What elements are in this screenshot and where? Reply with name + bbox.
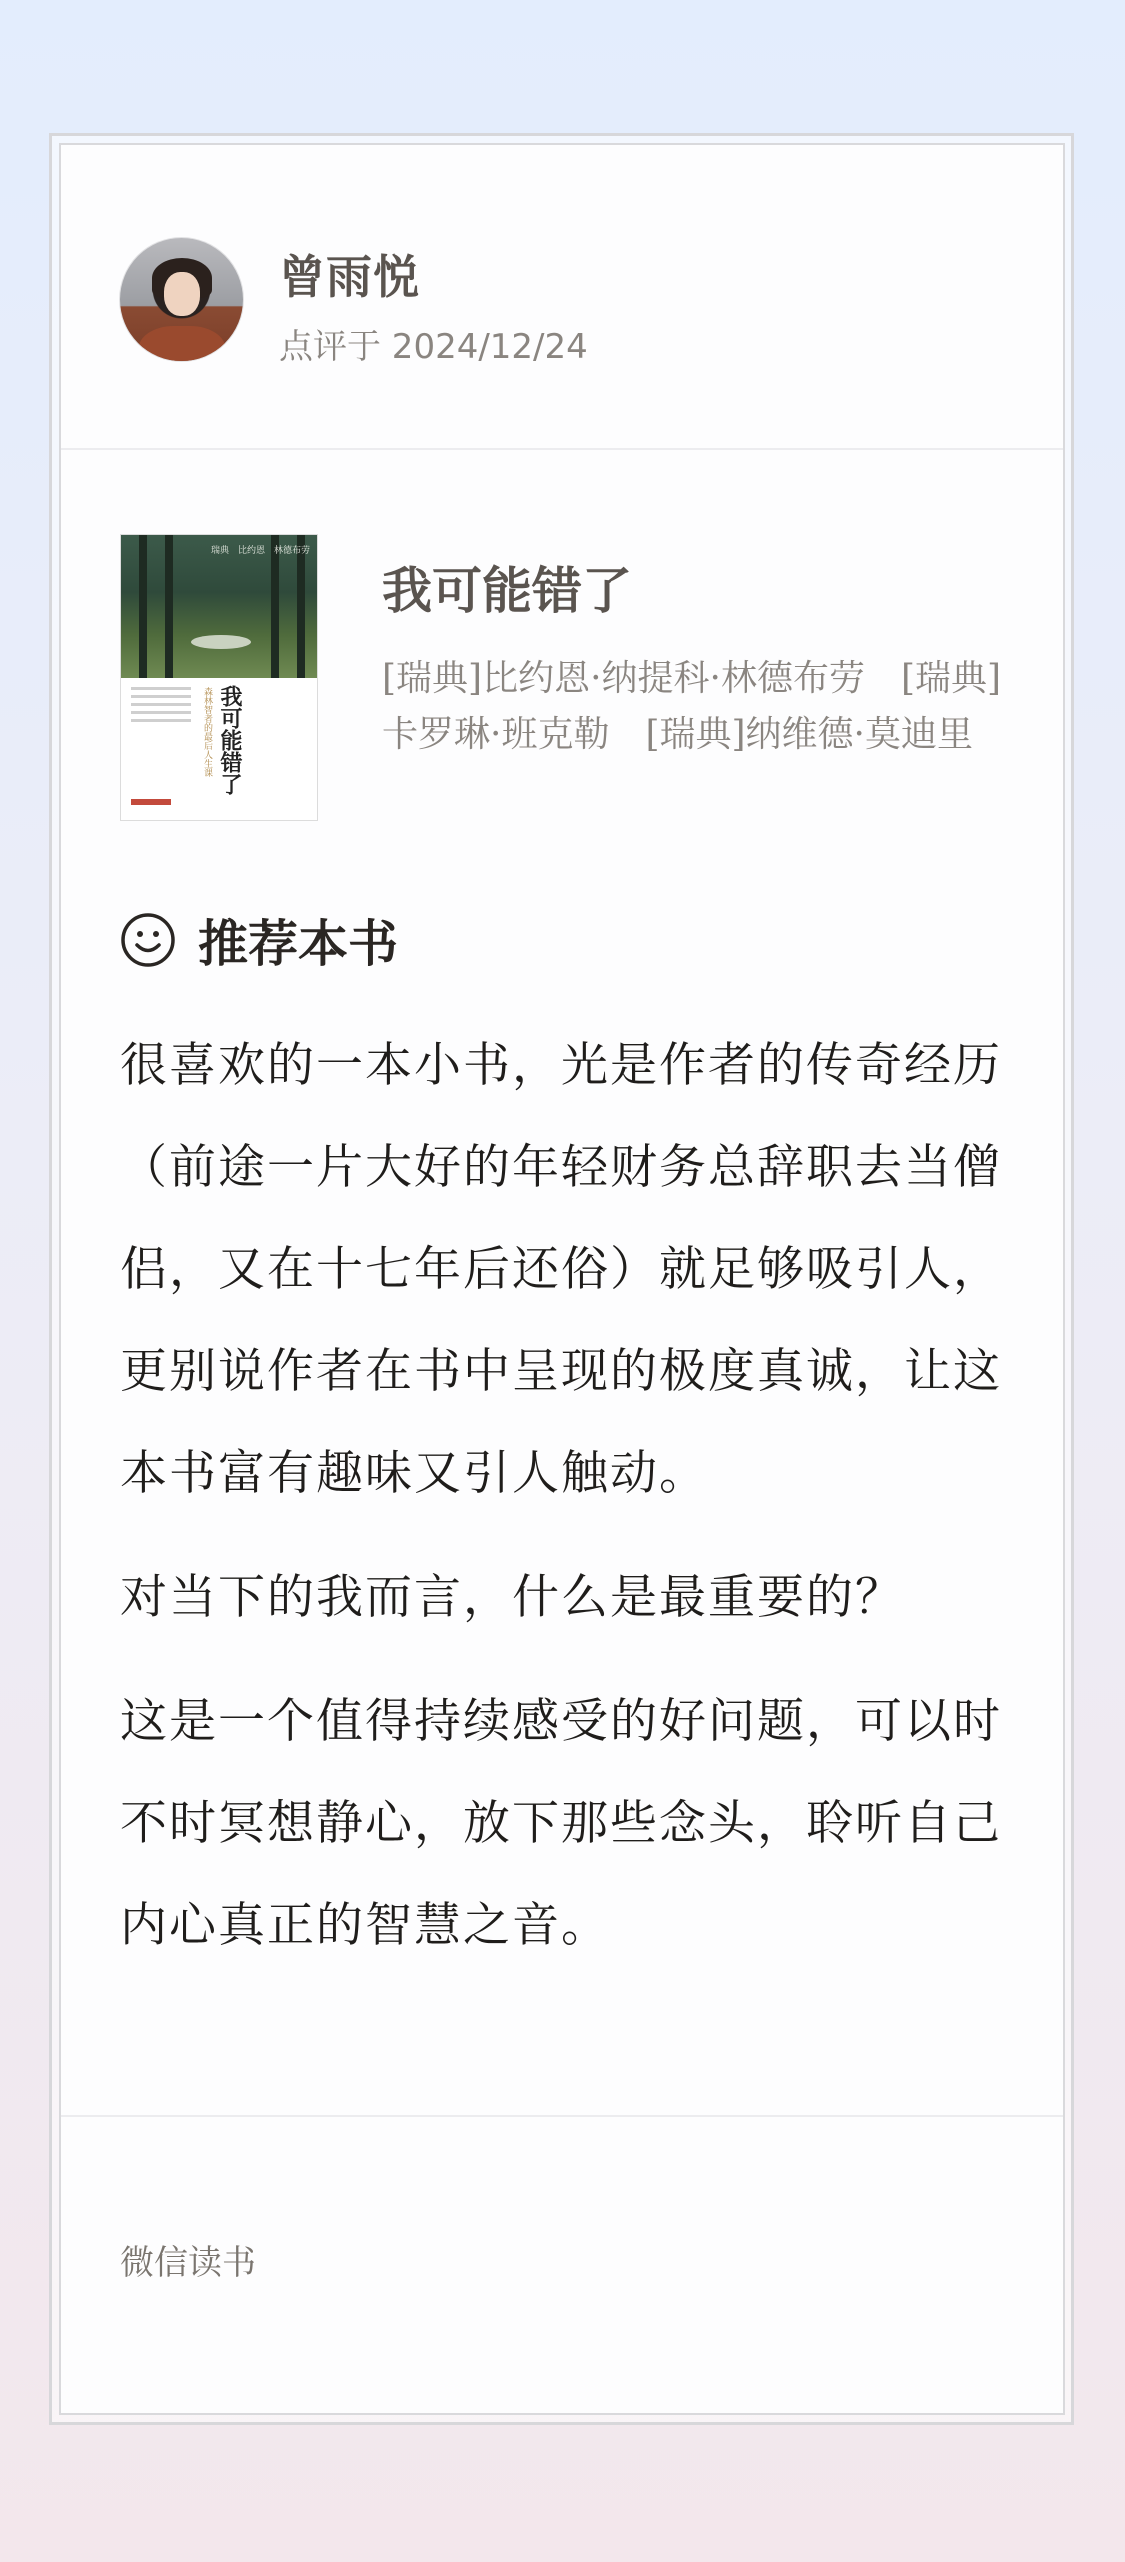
book-cover[interactable] [120,534,318,821]
cover-subtitle: 森林智者的最后人生课 [202,687,212,777]
cover-forest-image [121,535,317,678]
avatar-face [164,272,200,316]
review-text [120,1015,1010,1999]
book-title[interactable]: 我可能错了 [382,561,632,620]
app-brand-label: 微信读书 [120,2243,256,2283]
cover-title: 我可能错了 [217,685,243,795]
cover-tree [139,535,147,678]
avatar-shirt [138,326,226,361]
cover-path [191,635,251,649]
book-authors: [瑞典]比约恩·纳提科·林德布劳 [瑞典]卡罗琳·班克勒 [瑞典]纳维德·莫迪里 [382,658,1002,755]
cover-text-lines [131,687,191,727]
review-paragraph: 这是一个值得持续感受的好问题，可以时不时冥想静心，放下那些念头，聆听自己内心真正的智慧之音。 [120,1694,1002,1953]
cover-top-text: 瑞典 比约恩 林德布劳 [211,546,311,556]
reviewer-header [61,145,1063,448]
recommendation-label: 推荐本书 [198,914,398,973]
reviewer-name[interactable]: 曾雨悦 [279,250,420,304]
publisher-logo [131,799,171,805]
cover-tree [297,535,305,678]
cover-tree [271,535,279,678]
review-paragraph: 对当下的我而言，什么是最重要的？ [120,1570,904,1625]
cover-tree [165,535,173,678]
review-paragraph: 很喜欢的一本小书，光是作者的传奇经历（前途一片大好的年轻财务总辞职去当僧侣，又在十七年后还俗）就足够吸引人，更别说作者在书中呈现的极度真诚，让这本书富有趣味又引人触动。 [120,1038,1002,1501]
recommendation-badge [120,910,398,973]
smile-icon [120,912,176,968]
avatar[interactable] [120,238,243,361]
footer-divider [61,2115,1063,2117]
header-divider [61,448,1063,450]
review-date: 点评于 2024/12/24 [279,327,588,367]
review-card [59,143,1065,2415]
